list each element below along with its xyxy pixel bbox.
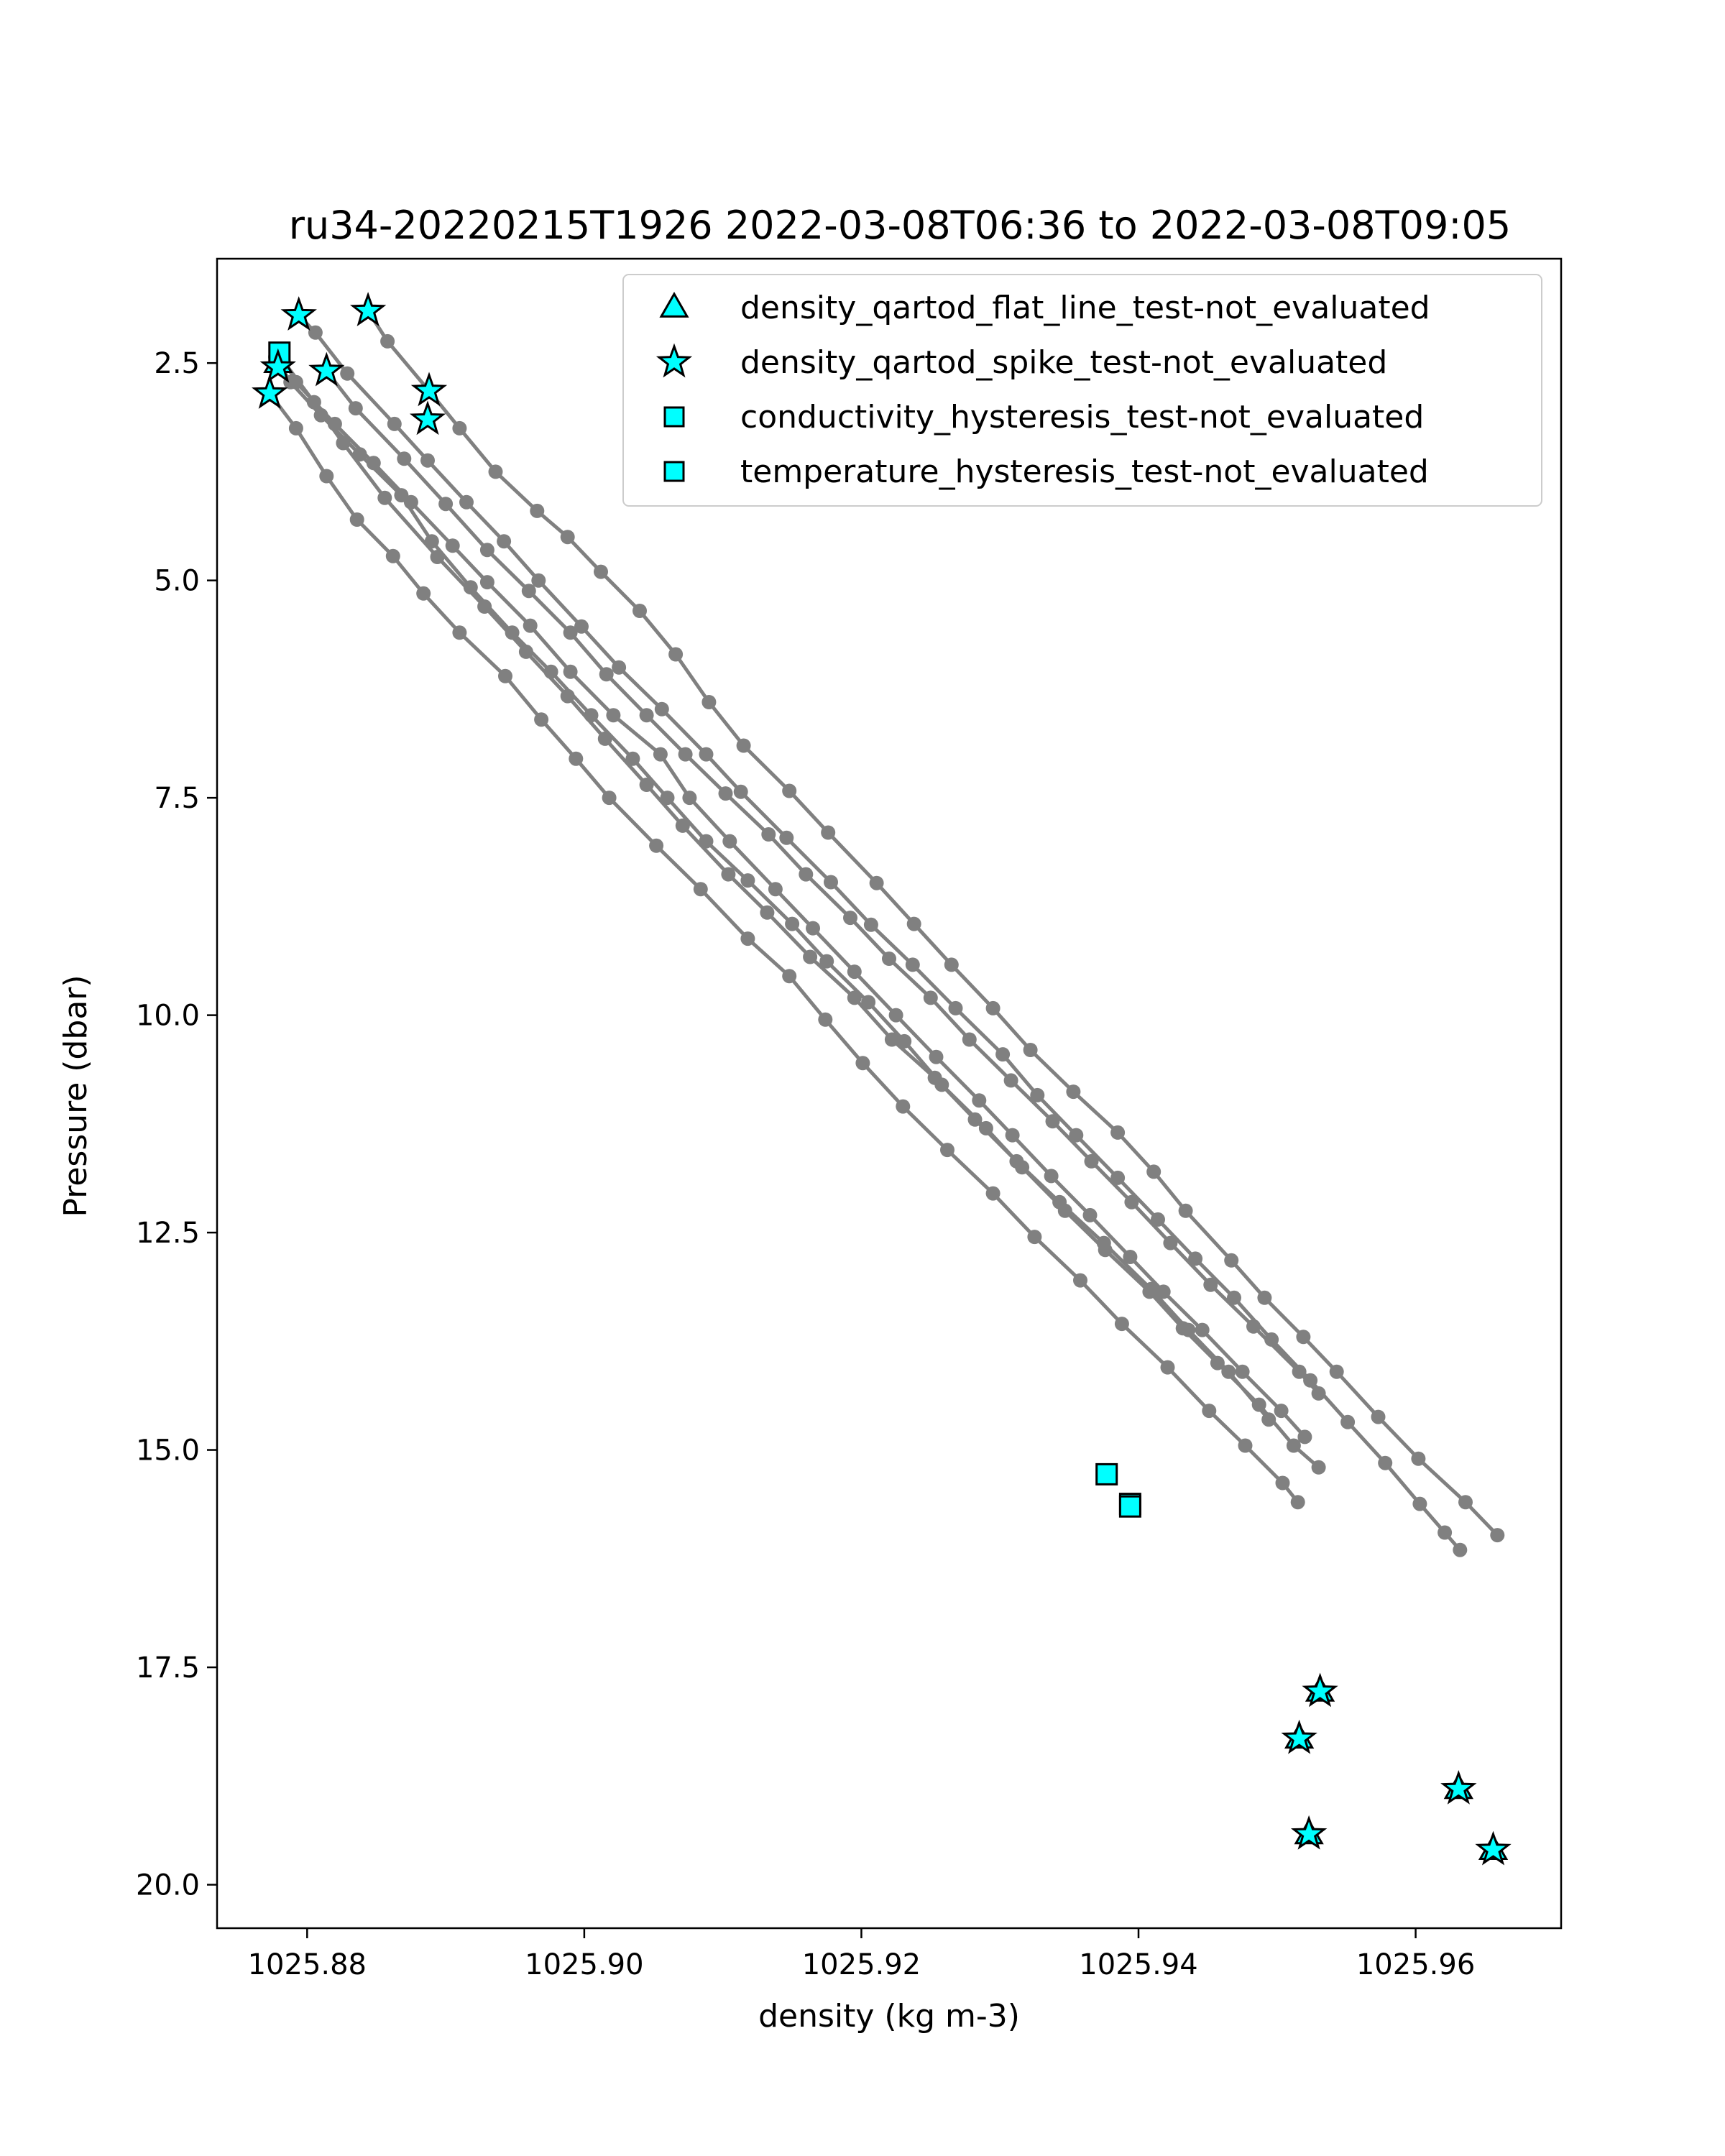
- profile-6-point-21: [1097, 1236, 1111, 1250]
- profile-5-point-21: [1044, 1169, 1059, 1183]
- profile-1-point-15: [824, 875, 838, 890]
- profile-2-point-13: [782, 784, 796, 798]
- profile-6-point-9: [598, 732, 612, 746]
- profile-2-point-16: [907, 917, 921, 931]
- profile-1-point-7: [497, 534, 511, 548]
- profile-2-point-9: [632, 604, 647, 618]
- profile-2-point-28: [1371, 1410, 1386, 1424]
- profile-6-point-14: [803, 950, 817, 964]
- profile-5-point-4: [367, 456, 381, 470]
- profile-6-point-15: [847, 990, 862, 1005]
- profile-2-point-27: [1330, 1365, 1344, 1379]
- profile-5-point-15: [806, 921, 820, 936]
- x-tick-label: 1025.92: [801, 1948, 921, 1981]
- profile-5-point-8: [523, 619, 538, 633]
- profile-4-point-18: [896, 1100, 910, 1114]
- profile-7-point-25: [1292, 1365, 1307, 1379]
- legend-entry-label: density_qartod_flat_line_test-not_evaluated: [740, 290, 1430, 326]
- profile-4-point-4: [350, 512, 364, 527]
- profile-7-point-2: [349, 401, 363, 415]
- profile-1-point-11: [655, 702, 669, 717]
- profile-2-point-6: [530, 504, 544, 518]
- profile-5-point-20: [1006, 1128, 1020, 1143]
- profile-7-point-5: [480, 543, 494, 557]
- profile-6-point-16: [885, 1033, 899, 1047]
- profile-7-point-7: [564, 625, 578, 640]
- profile-2-point-31: [1490, 1528, 1504, 1542]
- y-tick-label: 2.5: [154, 347, 200, 381]
- profile-4-point-19: [940, 1143, 954, 1157]
- profile-2-point-17: [944, 957, 959, 972]
- profile-2-point-12: [737, 739, 751, 753]
- profile-2-point-15: [870, 876, 884, 890]
- profile-2-point-10: [668, 648, 683, 662]
- profile-4-point-24: [1161, 1360, 1175, 1375]
- y-tick-label: 20.0: [135, 1869, 200, 1902]
- profile-5-point-27: [1274, 1404, 1289, 1418]
- profile-5-point-28: [1297, 1429, 1312, 1444]
- profile-6-point-11: [676, 819, 690, 833]
- legend-entry-label: density_qartod_spike_test-not_evaluated: [740, 344, 1388, 381]
- profile-7-point-21: [1124, 1195, 1138, 1210]
- profile-6-point-13: [760, 906, 774, 920]
- y-tick-label: 17.5: [135, 1651, 200, 1685]
- profile-1-point-29: [1378, 1456, 1392, 1470]
- profile-4-point-2: [289, 421, 303, 436]
- profile-3-point-15: [785, 917, 799, 931]
- profile-6-point-23: [1181, 1323, 1195, 1337]
- profile-2-point-4: [452, 421, 466, 436]
- x-tick-label: 1025.90: [525, 1948, 644, 1981]
- profile-4-point-8: [498, 669, 512, 683]
- profile-3-point-14: [740, 873, 755, 888]
- profile-2-point-14: [821, 826, 835, 840]
- profile-7-point-19: [1046, 1114, 1060, 1128]
- y-tick-label: 5.0: [154, 564, 200, 598]
- profile-2-point-5: [489, 464, 503, 479]
- x-tick-label: 1025.94: [1079, 1948, 1198, 1981]
- x-tick-label: 1025.96: [1356, 1948, 1476, 1981]
- profile-2-point-18: [986, 1001, 1000, 1015]
- profile-1-point-5: [420, 453, 435, 468]
- profile-5-point-22: [1083, 1208, 1098, 1222]
- y-tick-label: 10.0: [135, 999, 200, 1033]
- profile-4-point-12: [649, 839, 663, 853]
- profile-2-point-8: [594, 565, 608, 579]
- profile-7-point-22: [1163, 1236, 1177, 1250]
- profile-1-point-14: [779, 831, 794, 845]
- profile-6-point-18: [968, 1112, 983, 1127]
- profile-1-point-17: [906, 957, 920, 972]
- profile-4-point-28: [1291, 1495, 1305, 1509]
- profile-6-point-5: [431, 550, 445, 564]
- chart-title: ru34-20220215T1926 2022-03-08T06:36 to 2022-03-08T09:05: [288, 203, 1512, 248]
- profile-5-point-16: [847, 964, 862, 979]
- profile-4-point-6: [416, 586, 431, 601]
- y-tick-label: 12.5: [135, 1217, 200, 1250]
- profile-5-point-6: [446, 538, 460, 553]
- profile-7-point-3: [397, 451, 411, 466]
- profile-2-point-20: [1066, 1084, 1080, 1099]
- profile-7-point-18: [1004, 1073, 1018, 1087]
- profile-2-point-30: [1458, 1495, 1473, 1509]
- profile-4-point-20: [986, 1187, 1000, 1201]
- profile-7-point-20: [1085, 1154, 1099, 1169]
- profile-1-point-13: [734, 785, 748, 799]
- profile-2-point-25: [1257, 1291, 1271, 1305]
- legend-square-icon: [665, 462, 684, 481]
- profile-2-point-22: [1146, 1164, 1161, 1179]
- profile-5-point-14: [768, 882, 783, 896]
- profile-4-point-21: [1027, 1230, 1041, 1244]
- profile-4-point-26: [1238, 1439, 1253, 1453]
- y-axis-label: Pressure (dbar): [58, 975, 94, 1217]
- profile-6-point-24: [1221, 1365, 1236, 1379]
- profile-2-point-2: [380, 334, 395, 349]
- profile-2-point-23: [1179, 1204, 1193, 1218]
- profile-1-point-31: [1438, 1526, 1452, 1540]
- profile-1-point-16: [864, 918, 878, 932]
- profile-6-point-8: [561, 689, 575, 704]
- profile-6-point-10: [640, 778, 654, 792]
- profile-7-point-16: [924, 990, 938, 1005]
- profile-2-point-24: [1224, 1253, 1238, 1268]
- profile-5-point-7: [480, 575, 494, 589]
- profile-2-point-7: [561, 530, 575, 544]
- profile-2-point-29: [1411, 1452, 1425, 1466]
- profile-5-point-12: [682, 791, 696, 805]
- profile-1-point-4: [387, 417, 402, 431]
- profile-2-point-11: [702, 695, 716, 709]
- profile-1-point-3: [340, 367, 354, 381]
- y-tick-label: 15.0: [135, 1434, 200, 1468]
- profile-6-point-17: [928, 1071, 942, 1085]
- profile-5-point-17: [889, 1008, 903, 1023]
- profile-1-point-12: [699, 747, 714, 762]
- profile-4-point-25: [1202, 1404, 1216, 1418]
- profile-7-point-13: [799, 867, 813, 882]
- profile-7-point-4: [438, 497, 453, 511]
- profile-5-point-18: [929, 1050, 944, 1064]
- profile-2-point-19: [1024, 1043, 1038, 1057]
- profile-7-point-11: [719, 786, 733, 801]
- profile-1-point-10: [612, 660, 626, 675]
- legend-entry-label: conductivity_hysteresis_test-not_evaluated: [740, 399, 1425, 436]
- profile-5-point-13: [722, 834, 737, 849]
- profile-4-point-7: [452, 625, 466, 640]
- profile-1-point-2: [308, 326, 323, 340]
- profile-4-point-23: [1115, 1317, 1129, 1331]
- x-axis-label: density (kg m-3): [758, 1998, 1020, 2035]
- profile-7-point-24: [1246, 1319, 1261, 1334]
- profile-1-point-28: [1340, 1415, 1355, 1429]
- temperature-hysteresis-marker: [1097, 1464, 1117, 1484]
- profile-5-point-26: [1236, 1365, 1250, 1379]
- profile-5-point-25: [1195, 1323, 1210, 1337]
- profile-4-point-3: [319, 469, 334, 484]
- profile-1-point-30: [1412, 1497, 1427, 1511]
- profile-3-point-29: [1312, 1460, 1326, 1475]
- profile-5-point-19: [972, 1093, 986, 1107]
- profile-6-point-25: [1261, 1412, 1276, 1427]
- profile-7-point-9: [640, 708, 654, 722]
- profile-7-point-17: [962, 1033, 977, 1047]
- profile-7-point-15: [882, 952, 896, 966]
- profile-7-point-8: [599, 667, 614, 681]
- profile-6-point-22: [1144, 1282, 1158, 1296]
- profile-4-point-9: [534, 712, 548, 727]
- profile-4-point-5: [386, 549, 400, 563]
- profile-5-point-9: [564, 665, 578, 679]
- profile-4-point-13: [694, 882, 708, 896]
- profile-2-point-26: [1296, 1330, 1310, 1344]
- temperature-hysteresis-marker: [1120, 1496, 1140, 1516]
- profile-4-point-22: [1073, 1273, 1087, 1288]
- profile-4-point-17: [855, 1056, 870, 1070]
- y-tick-label: 7.5: [154, 782, 200, 816]
- legend-square-icon: [665, 407, 684, 426]
- profile-4-point-14: [740, 931, 755, 946]
- profile-6-point-12: [721, 867, 735, 882]
- profile-4-point-27: [1276, 1476, 1290, 1491]
- profile-1-point-6: [459, 495, 474, 510]
- profile-6-point-7: [519, 645, 533, 659]
- profile-4-point-16: [818, 1013, 832, 1027]
- profile-7-point-14: [843, 911, 857, 925]
- profile-1-point-32: [1453, 1543, 1467, 1557]
- profile-6-point-2: [307, 395, 321, 410]
- x-tick-label: 1025.88: [247, 1948, 367, 1981]
- profile-1-point-18: [949, 1001, 963, 1015]
- profile-5-point-10: [606, 708, 620, 722]
- profile-4-point-11: [602, 791, 617, 805]
- profile-2-point-21: [1110, 1125, 1125, 1140]
- legend-entry-label: temperature_hysteresis_test-not_evaluated: [740, 453, 1429, 490]
- profile-6-point-20: [1052, 1195, 1067, 1210]
- profile-6-point-3: [336, 436, 350, 451]
- profile-1-point-19: [995, 1047, 1010, 1061]
- profile-7-point-12: [761, 827, 776, 842]
- profile-6-point-19: [1009, 1154, 1024, 1169]
- profile-6-point-4: [377, 491, 392, 505]
- profile-7-point-26: [1312, 1386, 1326, 1401]
- profile-5-point-5: [404, 495, 418, 510]
- profile-7-point-23: [1203, 1278, 1218, 1292]
- profile-6-point-6: [477, 599, 492, 614]
- profile-5-point-11: [653, 747, 668, 762]
- legend: [623, 275, 1542, 506]
- profile-7-point-6: [522, 584, 536, 598]
- profile-4-point-15: [782, 969, 796, 983]
- profile-7-point-10: [678, 747, 693, 762]
- profile-4-point-10: [569, 752, 583, 766]
